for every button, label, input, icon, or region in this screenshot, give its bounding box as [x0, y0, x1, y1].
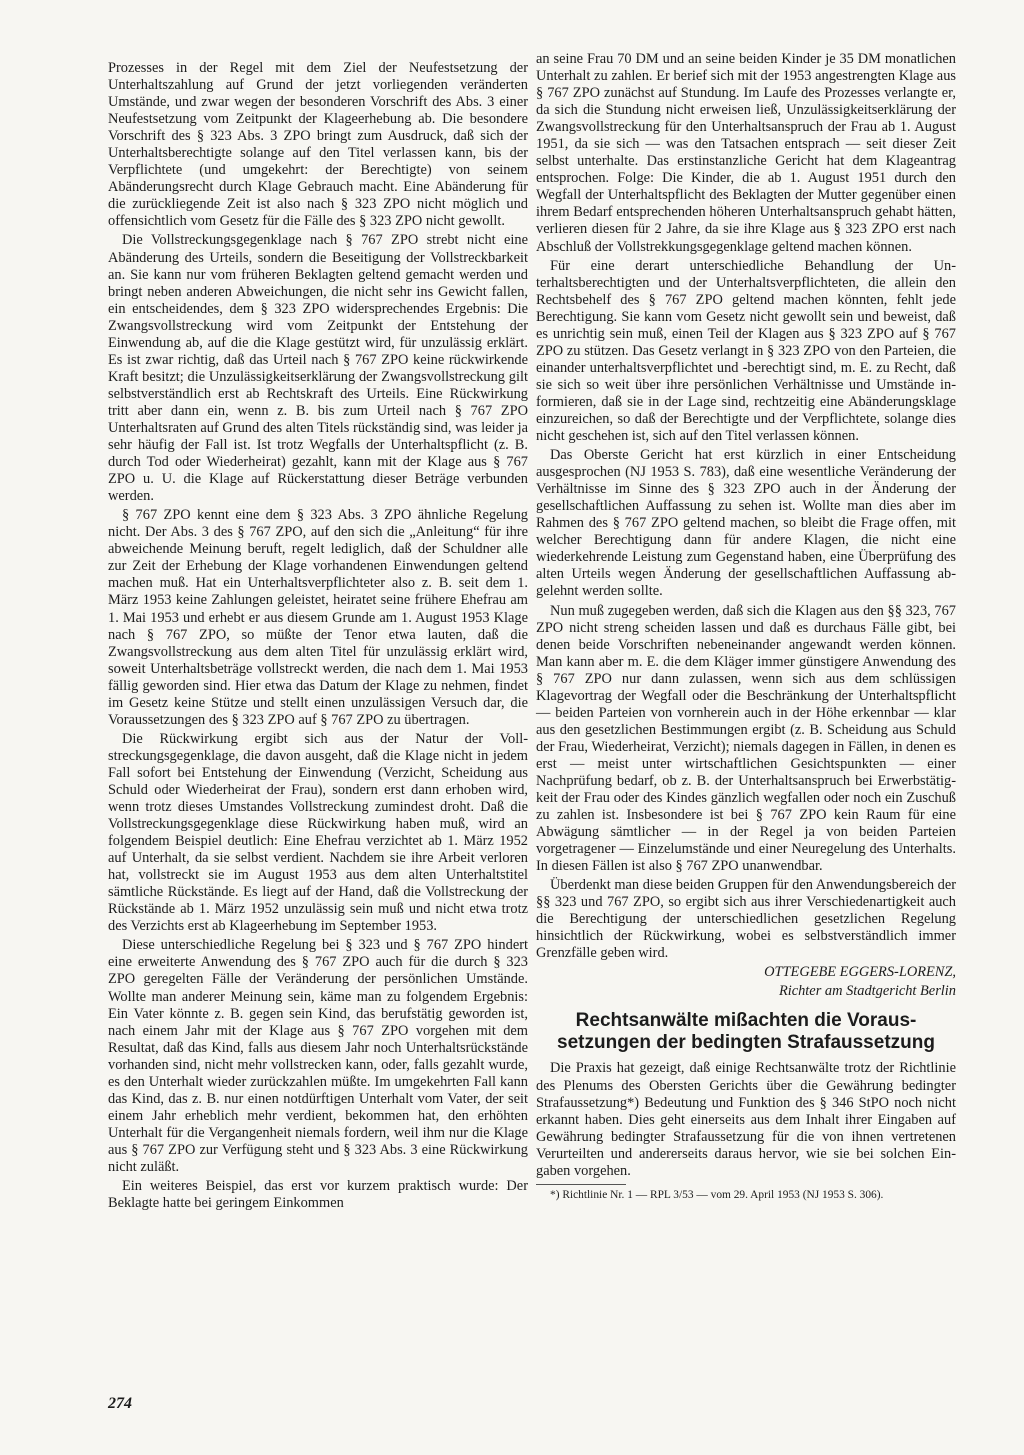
paragraph: Das Oberste Gericht hat erst kürzlich in einer Entscheidung ausgesprochen (NJ 1953 S. 783), daß eine wesentliche Veränderung der Verhältnisse im Sinne des § 323 ZPO auch in der Änderung der gesellschaftlichen Auffassung zu sehen ist. Wollte man dies aber im Rahmen des § 767 ZPO geltend machen, so bleibt die Frage offen, mit welcher Berechtigung dann für andere Klagen, die nicht eine wiederkehrende Leistung zum Gegenstand haben, eine Überprüfung des alten Urteils wegen Änderung der gesellschaftlichen Auffassung abgelehnt werden sollte. [536, 447, 956, 600]
paragraph: Die Vollstreckungsgegenklage nach § 767 ZPO strebt nicht eine Abänderung des Urteils, sondern die Beseitigung der Vollstreckbarkeit an. Sie kann nur vom früheren Beklagten geltend gemacht werden und bringt neben anderen Abweichungen, die nicht sehr ins Gewicht fallen, ein entscheidendes, dem § 323 ZPO widersprechendes Ergebnis: Die Zwangsvollstreckung wird vom Zeitpunkt der Entstehung der Einwendung ab, auf die die Klage gestützt wird, für unzulässig erklärt. Es ist zwar richtig, daß das Urteil nach § 767 ZPO keine rückwirkende Kraft besitzt; die Unzulässigkeitserklärung der Zwangsvollstreckung gilt selbstverständlich erst ab Rechtskraft des Urteils. Eine Rückwirkung tritt aber dann ein, wenn z. B. bis zum Urteil nach § 767 ZPO Unterhaltsraten auf Grund des alten Titels rückständig sind, was leider ja sehr häufig der Fall ist. Ist trotz Wegfalls der Unterhaltspflicht (z. B. durch Tod oder Wiederheirat) gezahlt, kann mit der Klage aus § 767 ZPO u. U. die Klage auf Rückerstattung dieser Beträge verbunden werden. [108, 232, 528, 505]
paragraph: Diese unterschiedliche Regelung bei § 323 und § 767 ZPO hindert eine erweiterte Anwendung des § 767 ZPO auch für die durch § 323 ZPO geregelten Fälle der Veränderung der persönlichen Umstände. Wollte man anderer Meinung sein, käme man zu folgendem Ergebnis: Ein Vater könnte z. B. gegen sein Kind, das berufstätig geworden ist, nach einem Jahr mit der Klage aus § 767 ZPO vorgehen mit dem Resultat, daß das Kind, falls aus diesem Jahr noch Unterhaltsrückstände vorhanden sind, nicht mehr vollstrecken kann, oder, falls gezahlt wurde, es den Unterhalt wieder zurückzahlen müßte. Im umgekehrten Fall kann das Kind, das z. B. nur einen notdürftigen Unterhalt vom Vater, der seit einem Jahr erheblich mehr verdient, bekommen hat, den erhöhten Unterhalt für die Vergangenheit niemals fordern, weil ihm nur die Klage aus § 767 ZPO zur Verfügung steht und § 323 Abs. 3 eine Rückwirkung nicht zuläßt. [108, 937, 528, 1175]
author-name: OTTEGEBE EGGERS-LORENZ, [764, 964, 956, 981]
paragraph: Prozesses in der Regel mit dem Ziel der Neufestsetzung der Unterhaltszahlung auf Grund der jetzt vorliegenden veränderten Umstände, und zwar wegen der besonderen Vorschrift des Abs. 3 einer Neufestsetzung vom Zeitpunkt der Klageerhebung ab. Die besondere Vorschrift des § 323 Abs. 3 ZPO bringt zum Ausdruck, daß sich der Unterhaltsberechtigte solange auf den Titel verlassen kann, bis der Verpflichtete (und umgekehrt: der Berechtigte) von seinem Abänderungsrecht durch Klage Gebrauch macht. Eine Abänderung für die zurückliegende Zeit ist also nach § 323 ZPO nicht möglich und offensichtlich vom Gesetz für die Fälle des § 323 ZPO nicht gewollt. [108, 60, 528, 230]
left-column [108, 60, 528, 1212]
paragraph: an seine Frau 70 DM und an seine beiden Kinder je 35 DM monatlichen Unterhalt zu zahlen. Er berief sich mit der 1953 angestrengten Klage aus § 767 ZPO zunächst auf Stundung. Im Laufe des Prozesses verlangte er, da sich die Stundung nicht erweisen ließ, Unzulässigkeitserklärung der Zwangsvollstreckung für den Unterhaltsanspruch der Frau ab 1. August 1951, da sie sich — was den Tatsachen entsprach — seit dieser Zeit selbst unterhalte. Das erstinstanzliche Gericht hat dem Klageantrag entsprochen. Folge: Die Kinder, die ab 1. August 1951 durch den Wegfall der Unterhaltspflicht des Beklagten der Mutter gegenüber einen ihrem Bedarf entsprechenden höheren Unterhaltsanspruch gehabt hätten, verlieren diesen für 2 Jahre, da sie ihre Klage aus § 323 ZPO erst nach Abschluß der Vollstrekkungsgegenklage geltend machen können. [536, 51, 956, 255]
author-title: Richter am Stadtgericht Berlin [778, 983, 956, 1000]
paragraph: Überdenkt man diese beiden Gruppen für den Anwendungsbereich der §§ 323 und 767 ZPO, so ergibt sich aus ihrer Verschiedenartigkeit auch die Berechtigung der unterschiedlichen gesetzlichen Regelung hinsichtlich der Rückwirkung, wobei es selbstverständlich immer Grenzfälle geben wird. [536, 877, 957, 962]
paragraph: Ein weiteres Beispiel, das erst vor kurzem praktisch wurde: Der Beklagte hatte bei geringem Einkommen [108, 1178, 528, 1212]
footnote: *) Richtlinie Nr. 1 — RPL 3/53 — vom 29. April 1953 (NJ 1953 S. 306). [550, 1188, 884, 1201]
article-headline: Rechtsanwälte mißachten die Voraussetzungen der bedingten Strafaussetzung [557, 1010, 935, 1054]
paragraph: § 767 ZPO kennt eine dem § 323 Abs. 3 ZPO ähnliche Regelung nicht. Der Abs. 3 des § 767 ZPO, auf den sich die „Anleitung“ für ihre abweichende Meinung beruft, regelt lediglich, daß der Schuldner alle zur Zeit der Erhebung der Klage vorhandenen Einwendungen geltend machen muß. Hat ein Unterhaltsverpflichteter also z. B. seit dem 1. März 1953 keine Zahlungen geleistet, heiratet seine frühere Ehefrau am 1. Mai 1953 und erhebt er aus diesem Grunde am 1. August 1953 Klage nach § 767 ZPO, so müßte der Tenor etwa lauten, daß die Zwangsvollstreckung aus dem alten Titel für unzulässig erklärt wird, soweit Unterhaltsbeträge vollstreckt werden, die nach dem 1. Mai 1953 fällig geworden sind. Hier etwa das Datum der Klage zu nehmen, findet im Gesetz keine Stütze und stellt einen unzulässigen Versuch dar, die Voraussetzungen des § 323 ZPO auf § 767 ZPO zu übertragen. [108, 507, 528, 728]
right-column [536, 51, 956, 1202]
paragraph: Für eine derart unterschiedliche Behandlung der Unterhaltsberechtigten und der Unterhaltsverpflichteten, die allein den Rechtsbehelf des § 767 ZPO geltend machen könnten, fehlt jede Berechtigung. Sie kann vom Gesetz nicht gewollt sein und beweist, daß es unrichtig sein muß, einen Teil der Klagen aus § 323 ZPO auf § 767 ZPO zu stützen. Das Gesetz verlangt in § 323 ZPO von den Parteien, die einander unterhaltsverpflichtet und -berechtigt sind, m. E. zu Recht, daß sie sich so weit über ihre persönlichen Verhältnisse und Umstände informieren, daß sie in der Lage sind, rechtzeitig eine Abänderungsklage einzureichen, so daß der Berechtigte und der Verpflichtete, solange dies nicht geschehen ist, sich auf den Titel verlassen können. [536, 257, 956, 445]
paragraph: Die Rückwirkung ergibt sich aus der Natur der Vollstreckungsgegenklage, die davon ausgeht, daß die Klage nicht in jedem Fall sofort bei Entstehung der Einwendung (Verzicht, Scheidung aus Schuld oder Wiederheirat der Frau), sondern erst dann erhoben wird, wenn trotz dieses Umstandes Vollstreckung zumindest droht. Daß die Vollstreckungsgegenklage diese Rückwirkung haben muß, wird an folgendem Beispiel deutlich: Eine Ehefrau verzichtet ab 1. März 1952 auf Unterhalt, da sie selbst verdient. Nachdem sie ihre Arbeit verloren hat, vollstreckt sie im August 1953 aus dem alten Unterhaltstitel sämtliche Rückstände. Es liegt auf der Hand, daß die Vollstreckung der Rückstände ab 1. März 1952 unzulässig sein muß und nicht etwa trotz des Verzichts erst ab Klageerhebung im September 1953. [108, 730, 528, 935]
article-body: Die Praxis hat gezeigt, daß einige Rechtsanwälte trotz der Richtlinie des Plenums des Obersten Gerichts über die Gewährung bedingter Strafaussetzung*) Bedeutung und Funktion des § 346 StPO noch nicht erkannt haben. Dies geht einerseits aus dem Inhalt ihrer Eingaben auf Gewährung bedingter Strafaussetzung für die von ihnen vertretenen Verurteilten und andererseits daraus hervor, wie sie bei solchen Eingaben vorgehen. [536, 1060, 956, 1179]
paragraph: Nun muß zugegeben werden, daß sich die Klagen aus den §§ 323, 767 ZPO nicht streng scheiden lassen und daß es durchaus Fälle gibt, bei denen beide Vorschriften nebeneinander angewandt werden können. Man kann aber m. E. die dem Kläger immer günstigere Anwendung des § 767 ZPO nur dann zulassen, wenn sich aus dem schlüssigen Klagevortrag der Wegfall oder die Beschränkung der Unterhaltspflicht — beiden Parteien von vornherein auch in der Höhe erkennbar — klar aus den gesetzlichen Bestimmungen ergibt (z. B. Scheidung aus Schuld der Frau, Wiederheirat, Verzicht); niemals dagegen in Fällen, in denen es erst — meist unter wirtschaftlichen Gesichtspunkten — einer Nachprüfung bedarf, ob z. B. der Unterhaltsanspruch bei Erwerbstätigkeit der Frau oder des Kindes gänzlich wegfallen oder noch ein Zuschuß zu zahlen ist. Insbesondere ist bei § 767 ZPO kein Raum für eine Abwägung sämtlicher — in der Regel ja von beiden Parteien vorgetragener — Einzelumstände und einer Neuregelung des Unterhalts. In diesen Fällen ist also § 767 ZPO unanwendbar. [536, 602, 956, 875]
footnote-divider [536, 1184, 626, 1185]
page-number: 274 [108, 1395, 132, 1412]
